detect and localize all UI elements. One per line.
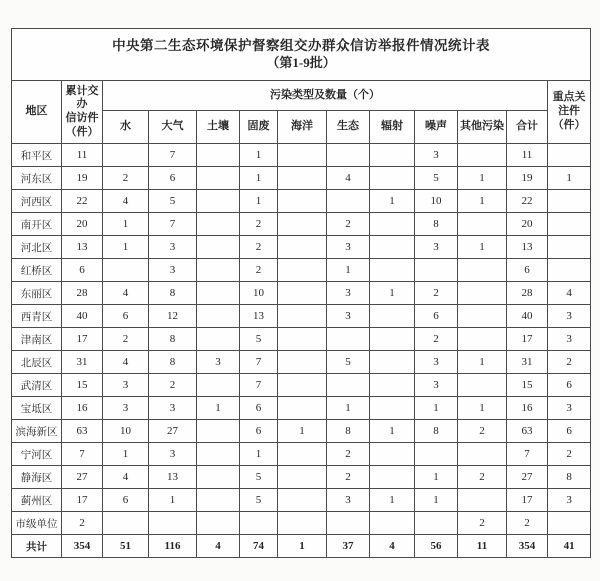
table-cell: 11 xyxy=(62,144,103,167)
table-cell: 8 xyxy=(149,351,197,374)
table-cell: 3 xyxy=(548,305,591,328)
table-cell: 17 xyxy=(507,489,548,512)
table-cell xyxy=(415,512,458,535)
table-row xyxy=(12,144,591,167)
table-cell: 2 xyxy=(240,213,278,236)
table-cell: 10 xyxy=(103,420,149,443)
table-cell: 13 xyxy=(62,236,103,259)
table-cell: 1 xyxy=(103,443,149,466)
table-cell: 2 xyxy=(62,512,103,535)
table-cell: 3 xyxy=(327,236,370,259)
table-cell: 3 xyxy=(415,374,458,397)
table-cell xyxy=(197,489,240,512)
table-cell: 3 xyxy=(548,397,591,420)
table-row xyxy=(12,397,591,420)
table-cell: 7 xyxy=(149,213,197,236)
table-row xyxy=(12,466,591,489)
table-cell: 3 xyxy=(548,328,591,351)
table-cell xyxy=(370,374,415,397)
header-type-water: 水 xyxy=(103,111,149,144)
table-cell xyxy=(278,328,327,351)
table-cell: 40 xyxy=(62,305,103,328)
table-cell: 20 xyxy=(507,213,548,236)
table-cell xyxy=(197,213,240,236)
table-title-line1: 中央第二生态环境保护督察组交办群众信访举报件情况统计表 xyxy=(112,37,491,53)
table-cell: 1 xyxy=(458,397,507,420)
table-cell xyxy=(197,236,240,259)
table-cell: 63 xyxy=(62,420,103,443)
table-cell: 6 xyxy=(240,397,278,420)
table-cell xyxy=(458,259,507,282)
table-cell: 2 xyxy=(458,512,507,535)
table-cell: 19 xyxy=(507,167,548,190)
table-cell: 7 xyxy=(240,374,278,397)
table-cell xyxy=(548,213,591,236)
table-cell: 5 xyxy=(240,466,278,489)
table-cell: 6 xyxy=(149,167,197,190)
table-cell: 2 xyxy=(507,512,548,535)
table-cell: 1 xyxy=(415,397,458,420)
table-cell xyxy=(278,236,327,259)
table-cell: 3 xyxy=(149,259,197,282)
header-region: 地区 xyxy=(12,81,62,144)
table-cell: 2 xyxy=(415,282,458,305)
table-cell xyxy=(458,213,507,236)
region-label: 蓟州区 xyxy=(12,489,62,512)
table-cell: 6 xyxy=(415,305,458,328)
table-cell: 354 xyxy=(62,535,103,558)
region-label: 和平区 xyxy=(12,144,62,167)
table-cell: 1 xyxy=(240,167,278,190)
table-cell: 4 xyxy=(370,535,415,558)
table-cell xyxy=(548,236,591,259)
header-type-subtotal: 合计 xyxy=(507,111,548,144)
table-cell xyxy=(197,190,240,213)
table-cell: 11 xyxy=(507,144,548,167)
table-cell: 3 xyxy=(548,489,591,512)
table-cell xyxy=(278,489,327,512)
title-row xyxy=(12,29,591,81)
table-cell: 40 xyxy=(507,305,548,328)
header-type-air: 大气 xyxy=(149,111,197,144)
table-cell xyxy=(370,512,415,535)
table-cell: 2 xyxy=(458,466,507,489)
table-cell xyxy=(415,443,458,466)
table-cell: 1 xyxy=(278,420,327,443)
table-cell xyxy=(197,512,240,535)
table-cell: 7 xyxy=(62,443,103,466)
table-cell xyxy=(278,282,327,305)
table-cell xyxy=(458,443,507,466)
table-cell xyxy=(370,144,415,167)
table-row xyxy=(12,351,591,374)
table-cell xyxy=(327,190,370,213)
table-cell: 1 xyxy=(458,190,507,213)
table-cell: 19 xyxy=(62,167,103,190)
table-cell xyxy=(197,443,240,466)
table-cell: 22 xyxy=(507,190,548,213)
table-cell: 5 xyxy=(415,167,458,190)
table-cell: 17 xyxy=(62,328,103,351)
table-row xyxy=(12,443,591,466)
header-cumulative-line3: （件） xyxy=(65,125,99,138)
table-row xyxy=(12,282,591,305)
table-cell: 37 xyxy=(327,535,370,558)
header-type-soil: 土壤 xyxy=(197,111,240,144)
table-cell: 2 xyxy=(327,443,370,466)
table-cell: 3 xyxy=(327,282,370,305)
region-label: 红桥区 xyxy=(12,259,62,282)
table-cell: 74 xyxy=(240,535,278,558)
table-cell: 4 xyxy=(327,167,370,190)
table-cell: 1 xyxy=(415,466,458,489)
table-cell xyxy=(458,328,507,351)
table-cell: 11 xyxy=(458,535,507,558)
table-cell: 22 xyxy=(62,190,103,213)
table-cell: 8 xyxy=(548,466,591,489)
table-cell: 13 xyxy=(240,305,278,328)
table-cell: 17 xyxy=(62,489,103,512)
region-label: 武清区 xyxy=(12,374,62,397)
table-cell: 3 xyxy=(103,397,149,420)
table-cell: 3 xyxy=(415,351,458,374)
table-cell: 2 xyxy=(240,236,278,259)
table-cell: 6 xyxy=(507,259,548,282)
table-cell xyxy=(278,466,327,489)
table-cell: 27 xyxy=(149,420,197,443)
table-cell: 6 xyxy=(62,259,103,282)
table-cell: 1 xyxy=(458,167,507,190)
table-cell: 20 xyxy=(62,213,103,236)
table-cell xyxy=(103,512,149,535)
table-cell: 31 xyxy=(62,351,103,374)
table-cell xyxy=(458,144,507,167)
header-key-attention-line2: 注件 xyxy=(558,105,581,118)
table-cell: 3 xyxy=(149,443,197,466)
table-cell xyxy=(278,213,327,236)
table-cell: 12 xyxy=(149,305,197,328)
table-cell xyxy=(278,351,327,374)
table-cell: 27 xyxy=(507,466,548,489)
table-cell: 8 xyxy=(415,213,458,236)
table-cell xyxy=(327,374,370,397)
table-cell xyxy=(327,144,370,167)
table-row xyxy=(12,259,591,282)
table-cell: 16 xyxy=(62,397,103,420)
region-label: 北辰区 xyxy=(12,351,62,374)
table-cell xyxy=(548,259,591,282)
table-cell: 3 xyxy=(149,236,197,259)
table-cell: 1 xyxy=(548,167,591,190)
table-title-line2: （第1-9批） xyxy=(266,55,336,71)
region-label: 津南区 xyxy=(12,328,62,351)
table-cell: 1 xyxy=(370,190,415,213)
table-cell xyxy=(197,282,240,305)
table-row xyxy=(12,512,591,535)
table-row xyxy=(12,236,591,259)
table-cell xyxy=(278,190,327,213)
table-cell xyxy=(458,305,507,328)
table-cell: 6 xyxy=(548,420,591,443)
table-cell: 3 xyxy=(327,489,370,512)
table-cell xyxy=(278,512,327,535)
table-cell: 6 xyxy=(103,305,149,328)
table-cell: 28 xyxy=(62,282,103,305)
table-cell: 4 xyxy=(548,282,591,305)
table-cell: 15 xyxy=(507,374,548,397)
table-cell: 1 xyxy=(103,236,149,259)
table-cell xyxy=(370,213,415,236)
table-cell: 10 xyxy=(240,282,278,305)
table-cell: 3 xyxy=(103,374,149,397)
table-cell: 1 xyxy=(370,489,415,512)
region-label: 西青区 xyxy=(12,305,62,328)
table-cell xyxy=(278,443,327,466)
table-cell xyxy=(415,259,458,282)
total-row xyxy=(12,535,591,558)
table-cell: 2 xyxy=(240,259,278,282)
header-key-attention-line1: 重点关 xyxy=(552,91,586,104)
region-label: 南开区 xyxy=(12,213,62,236)
table-cell xyxy=(149,512,197,535)
table-cell: 17 xyxy=(507,328,548,351)
table-cell: 1 xyxy=(240,144,278,167)
region-label: 宝坻区 xyxy=(12,397,62,420)
table-cell: 1 xyxy=(240,443,278,466)
table-cell xyxy=(278,397,327,420)
header-type-radiation: 辐射 xyxy=(370,111,415,144)
table-cell xyxy=(458,489,507,512)
table-cell: 15 xyxy=(62,374,103,397)
table-cell: 1 xyxy=(327,259,370,282)
table-cell: 1 xyxy=(149,489,197,512)
region-label: 市级单位 xyxy=(12,512,62,535)
region-label: 宁河区 xyxy=(12,443,62,466)
table-cell: 2 xyxy=(149,374,197,397)
table-cell: 5 xyxy=(240,489,278,512)
table-cell xyxy=(370,397,415,420)
table-cell: 1 xyxy=(458,236,507,259)
table-cell: 1 xyxy=(370,282,415,305)
table-cell: 5 xyxy=(327,351,370,374)
table-cell: 1 xyxy=(415,489,458,512)
table-cell: 6 xyxy=(548,374,591,397)
table-cell: 4 xyxy=(103,466,149,489)
statistics-table xyxy=(11,28,591,558)
table-cell xyxy=(278,259,327,282)
table-cell xyxy=(278,374,327,397)
table-cell xyxy=(278,167,327,190)
table-cell: 1 xyxy=(240,190,278,213)
header-type-solid-waste: 固废 xyxy=(240,111,278,144)
table-cell xyxy=(327,512,370,535)
table-cell xyxy=(458,374,507,397)
table-row xyxy=(12,328,591,351)
table-cell xyxy=(370,351,415,374)
table-cell: 27 xyxy=(62,466,103,489)
table-cell: 3 xyxy=(197,351,240,374)
table-cell xyxy=(327,328,370,351)
table-cell: 51 xyxy=(103,535,149,558)
table-cell: 354 xyxy=(507,535,548,558)
table-cell: 13 xyxy=(507,236,548,259)
total-label: 共计 xyxy=(12,535,62,558)
table-cell: 1 xyxy=(197,397,240,420)
table-cell: 7 xyxy=(240,351,278,374)
table-cell: 8 xyxy=(149,282,197,305)
table-cell xyxy=(278,305,327,328)
table-cell: 1 xyxy=(370,420,415,443)
table-cell: 3 xyxy=(415,236,458,259)
table-cell xyxy=(370,443,415,466)
table-cell: 4 xyxy=(103,282,149,305)
region-label: 河东区 xyxy=(12,167,62,190)
table-cell: 3 xyxy=(327,305,370,328)
table-cell: 2 xyxy=(548,443,591,466)
header-pollution-group: 污染类型及数量（个） xyxy=(103,81,548,111)
table-cell xyxy=(197,374,240,397)
table-cell: 13 xyxy=(149,466,197,489)
table-cell xyxy=(197,144,240,167)
table-cell: 2 xyxy=(458,420,507,443)
table-cell xyxy=(370,305,415,328)
header-cumulative xyxy=(62,81,103,144)
header-key-attention xyxy=(548,81,591,144)
table-cell: 28 xyxy=(507,282,548,305)
table-cell xyxy=(197,420,240,443)
region-label: 东丽区 xyxy=(12,282,62,305)
header-type-noise: 噪声 xyxy=(415,111,458,144)
table-cell xyxy=(103,144,149,167)
table-row xyxy=(12,190,591,213)
header-type-other: 其他污染 xyxy=(458,111,507,144)
table-cell xyxy=(370,236,415,259)
table-cell xyxy=(197,328,240,351)
table-cell xyxy=(548,190,591,213)
table-cell: 4 xyxy=(103,190,149,213)
header-key-attention-line3: （件） xyxy=(552,118,586,131)
header-cumulative-line1: 累计交办 xyxy=(65,84,99,111)
table-cell: 16 xyxy=(507,397,548,420)
table-cell: 116 xyxy=(149,535,197,558)
table-cell xyxy=(370,259,415,282)
table-cell xyxy=(278,144,327,167)
table-cell: 7 xyxy=(507,443,548,466)
table-cell: 3 xyxy=(415,144,458,167)
header-group-row xyxy=(12,81,591,111)
table-cell xyxy=(548,144,591,167)
table-cell xyxy=(370,328,415,351)
region-label: 河西区 xyxy=(12,190,62,213)
table-cell: 6 xyxy=(103,489,149,512)
header-type-ocean: 海洋 xyxy=(278,111,327,144)
region-label: 滨海新区 xyxy=(12,420,62,443)
table-cell: 4 xyxy=(103,351,149,374)
table-cell: 6 xyxy=(240,420,278,443)
table-cell xyxy=(197,259,240,282)
table-cell: 3 xyxy=(149,397,197,420)
table-row xyxy=(12,213,591,236)
table-row xyxy=(12,305,591,328)
table-cell: 1 xyxy=(458,351,507,374)
table-cell xyxy=(458,282,507,305)
table-cell: 8 xyxy=(149,328,197,351)
table-cell xyxy=(240,512,278,535)
table-cell: 2 xyxy=(327,213,370,236)
table-cell xyxy=(197,167,240,190)
table-cell: 41 xyxy=(548,535,591,558)
table-cell: 5 xyxy=(240,328,278,351)
table-cell: 2 xyxy=(415,328,458,351)
region-label: 河北区 xyxy=(12,236,62,259)
table-cell: 1 xyxy=(103,213,149,236)
table-cell: 2 xyxy=(327,466,370,489)
table-cell: 2 xyxy=(103,167,149,190)
table-cell: 63 xyxy=(507,420,548,443)
table-cell xyxy=(103,259,149,282)
table-cell: 56 xyxy=(415,535,458,558)
table-cell xyxy=(197,305,240,328)
table-row xyxy=(12,167,591,190)
table-cell: 8 xyxy=(415,420,458,443)
table-cell: 4 xyxy=(197,535,240,558)
header-type-ecology: 生态 xyxy=(327,111,370,144)
table-cell: 8 xyxy=(327,420,370,443)
table-cell: 5 xyxy=(149,190,197,213)
table-cell: 10 xyxy=(415,190,458,213)
table-body xyxy=(12,144,591,558)
table-cell: 2 xyxy=(548,351,591,374)
table-head xyxy=(12,29,591,144)
table-cell xyxy=(197,466,240,489)
region-label: 静海区 xyxy=(12,466,62,489)
header-cumulative-line2: 信访件 xyxy=(65,112,99,124)
table-row xyxy=(12,489,591,512)
table-cell: 7 xyxy=(149,144,197,167)
table-cell xyxy=(548,512,591,535)
table-cell: 2 xyxy=(103,328,149,351)
table-row xyxy=(12,420,591,443)
table-cell: 1 xyxy=(278,535,327,558)
table-cell xyxy=(370,167,415,190)
table-title xyxy=(12,29,591,81)
table-row xyxy=(12,374,591,397)
table-cell: 31 xyxy=(507,351,548,374)
table-cell: 1 xyxy=(327,397,370,420)
table-cell xyxy=(370,466,415,489)
